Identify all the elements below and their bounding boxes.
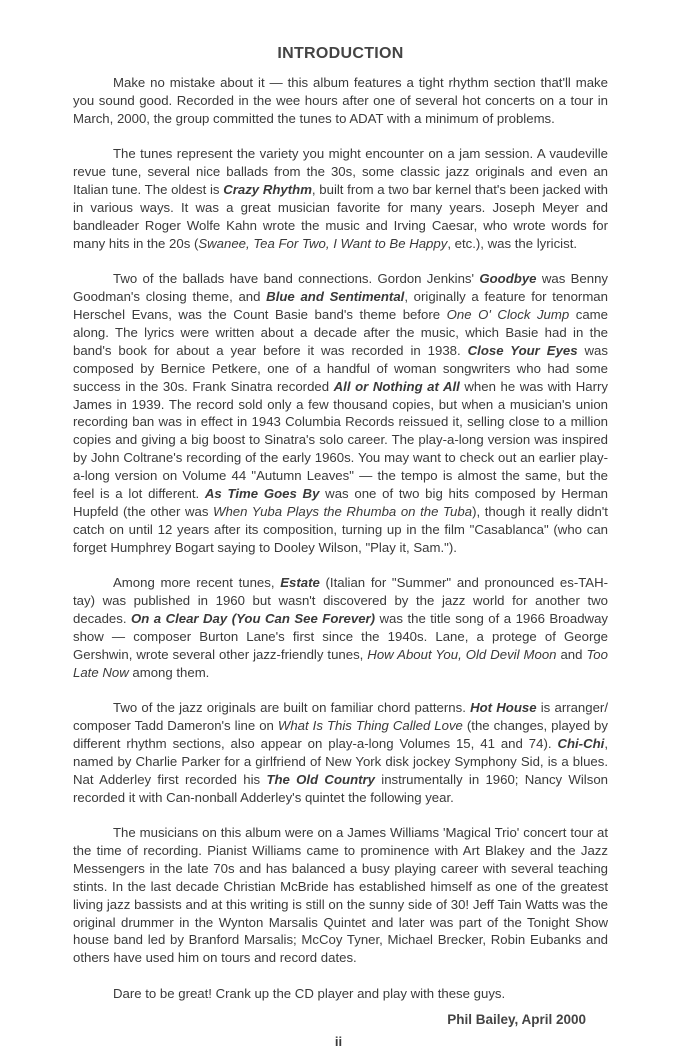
paragraph-closing: Dare to be great! Crank up the CD player and play with these guys. (113, 985, 506, 1001)
song-title: What Is This Thing Called Love (277, 718, 463, 733)
song-title: Goodbye (479, 271, 537, 287)
song-title: As Time Goes By (204, 486, 320, 502)
song-title: Crazy Rhythm (223, 182, 312, 198)
text: was Benny Goodman's closing theme, and (73, 271, 608, 305)
text: among them. (128, 664, 210, 680)
text: was one of two big hits composed by Herman Hupfeld (the other was (73, 486, 608, 519)
song-title: All or Nothing at All (333, 378, 460, 394)
paragraph-ballads (73, 270, 608, 557)
text: , originally a feature for tenorman Herschel Evans, was the Count Basie band's theme before (73, 289, 608, 322)
paragraph-jazz-originals (73, 699, 608, 806)
text: Two of the jazz originals are built on familiar chord patterns. (113, 700, 471, 716)
text: Among more recent tunes, (113, 575, 281, 591)
paragraph-recent-tunes (73, 574, 608, 681)
text: (the changes, played by different rhythm sections, also appear on play-a-long Volumes 15, 41 and 74). (73, 718, 608, 751)
text: Two of the ballads have band connections. Gordon Jenkins' (113, 271, 480, 287)
song-title: On a Clear Day (You Can See Forever) (131, 610, 376, 626)
song-title: Hot House (470, 700, 537, 716)
document-page (73, 44, 608, 1051)
signature: Phil Bailey, April 2000 (447, 1011, 586, 1027)
song-title: When Yuba Plays the Rhumba on the Tuba (213, 503, 473, 519)
text: was the title song of a 1966 Broadway show — composer Burton Lane's first since the 1940s. Lane, a protege of George Gershwin, wrote several other jazz-friendly tunes, (73, 610, 609, 662)
text: came along. The lyrics were written about a decade after the music, which Basie had in the band's book for about a year before it was recorded in 1938. (73, 306, 608, 358)
text: , built from a two bar kernel that's been jacked with in various ways. It was a great musician favorite for many years. Joseph Meyer and bandleader Roger Wolfe Kahn wrote the music and Irving Caesar, who wrote words for many hits in the 20s ( (73, 182, 608, 251)
text: instrumentally in 1960; Nancy Wilson recorded it with Can-nonball Adderley's quintet the following year. (73, 771, 608, 805)
song-titles: Swanee, Tea For Two, I Want to Be Happy (198, 235, 448, 251)
song-title: Close Your Eyes (467, 342, 578, 358)
song-title: Estate (280, 575, 320, 591)
text: (Italian for "Summer" and pronounced es-TAH-tay) was published in 1960 but wasn't discovered by the jazz world for another two decades. (73, 575, 608, 626)
text: , named by Charlie Parker for a girlfriend of New York disk jockey Symphony Sid, is a blues. Nat Adderley first recorded his (73, 735, 608, 787)
text: The tunes represent the variety you might encounter on a jam session. A vaudeville revue tune, several nice ballads from the 30s, some classic jazz originals and even an Italian tune. The oldest is (73, 146, 608, 198)
text: and (556, 646, 587, 662)
page-title: INTRODUCTION (277, 45, 404, 62)
text: , etc.), was the lyricist. (447, 235, 578, 251)
text: is arranger/ composer Tadd Dameron's line on (73, 700, 608, 733)
text: ), though it really didn't catch on until 12 years after its composition, turning up in the film "Casablanca" (who can forget Humphrey Bogart saying to Dooley Wilson, "Play it, Sam."). (73, 503, 608, 555)
song-title: One O' Clock Jump (446, 306, 570, 322)
text: was composed by Bernice Petkere, one of a handful of woman songwriters who had some success in the 30s. Frank Sinatra recorded (73, 342, 608, 394)
paragraph-musicians: The musicians on this album were on a James Williams 'Magical Trio' concert tour at the time of recording. Pianist Williams came to prominence with Art Blakey and the Jazz Messengers in the late 70s and has balanced a busy playing career with several teaching stints. In the last decade Christian McBride has established himself as one of the greatest living jazz bassists and at this writing is still on the sunny side of 30! Jeff Tain Watts was the original drummer in the Wynton Marsalis Quintet and later was part of the Tonight Show house band led by Branford Marsalis; McCoy Tyner, Michael Brecker, Robin Eubanks and others have used him on tours and record dates. (73, 825, 608, 966)
song-title: Too Late Now (73, 646, 608, 680)
song-title: The Old Country (266, 771, 375, 787)
page-number: ii (334, 1033, 343, 1049)
paragraph-intro: Make no mistake about it — this album features a tight rhythm section that'll make you sound good. Recorded in the wee hours after one of several hot concerts on a tour in March, 2000, the group committed the tunes to ADAT with a minimum of problems. (73, 75, 608, 126)
song-titles: How About You, Old Devil Moon (367, 646, 557, 662)
song-title: Chi-Chi (557, 735, 605, 751)
paragraph-tunes (73, 145, 608, 252)
text: when he was with Harry James in 1939. The record sold only a few thousand copies, but when a musician's union recording ban was in effect in 1943 Columbia Records reissued it, selling close to a million copies and giving a big boost to Sinatra's solo career. The play-a-long version was inspired by John Coltrane's recording of the early 1960s. You may want to check out an earlier play-a-long version on Volume 44 "Autumn Leaves" — the tempo is almost the same, but the feel is a lot different. (73, 378, 608, 502)
song-title: Blue and Sentimental (266, 289, 405, 305)
